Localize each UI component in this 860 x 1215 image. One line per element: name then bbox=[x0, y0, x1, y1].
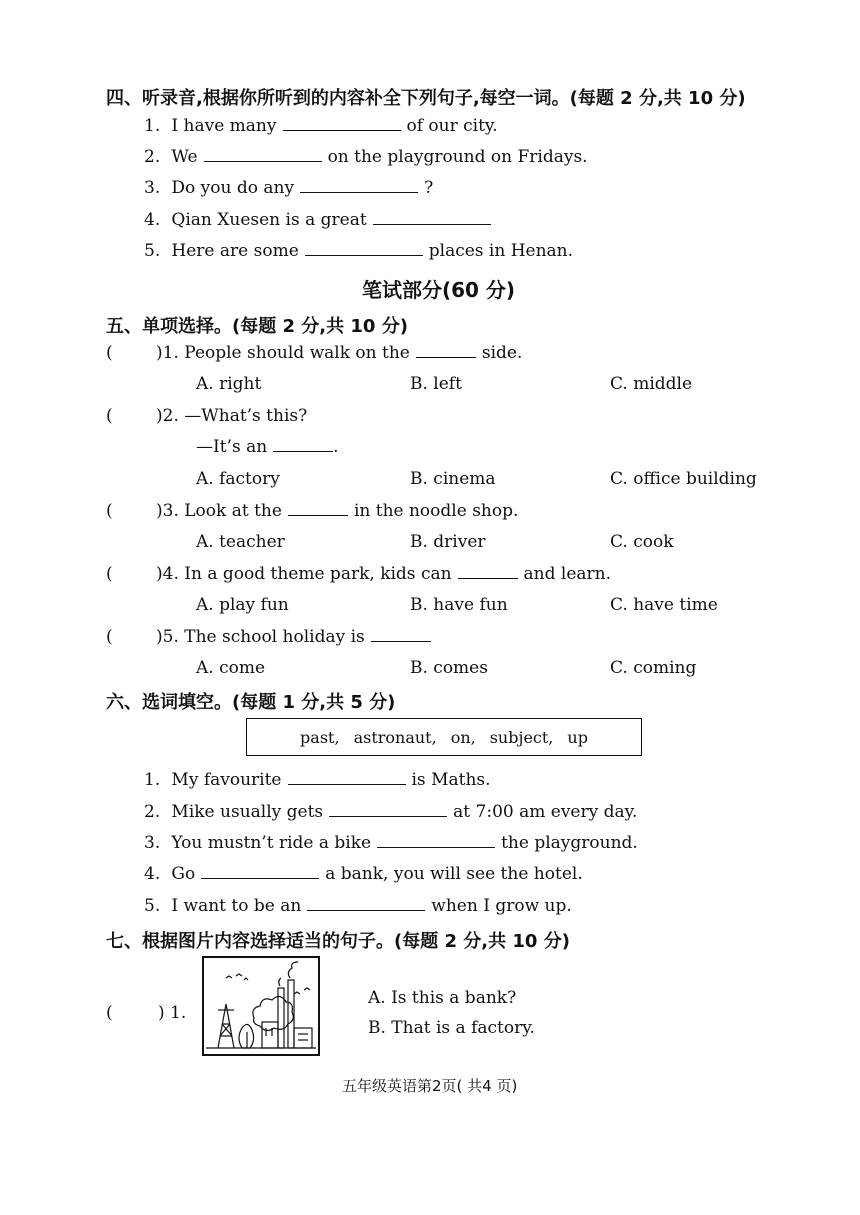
s5-q3 bbox=[156, 501, 518, 521]
question-text-after: and learn. bbox=[523, 564, 612, 584]
item-text-before: My favourite bbox=[171, 770, 282, 790]
s4-item-4 bbox=[144, 210, 497, 230]
factory-picture bbox=[202, 956, 320, 1056]
answer-blank[interactable] bbox=[305, 241, 423, 256]
s5-q5 bbox=[156, 627, 437, 647]
item-text-after: places in Henan. bbox=[428, 241, 574, 261]
item-text-after: ? bbox=[424, 178, 434, 198]
answer-blank bbox=[288, 501, 348, 516]
question-text-before: In a good theme park, kids can bbox=[184, 564, 452, 584]
s5-q2 bbox=[156, 406, 307, 426]
answer-blank[interactable] bbox=[288, 770, 406, 785]
item-text-before: Here are some bbox=[171, 241, 299, 261]
question-number: )2. bbox=[156, 406, 179, 426]
item-text-after: of our city. bbox=[406, 116, 498, 136]
s6-item-3 bbox=[144, 833, 638, 853]
answer-blank bbox=[273, 437, 333, 452]
item-text-before: Go bbox=[171, 864, 196, 884]
s5-q4 bbox=[156, 564, 611, 584]
word-bank-item: subject, bbox=[489, 727, 554, 747]
option-c: C. office building bbox=[610, 469, 757, 489]
word-bank-item: up bbox=[567, 727, 588, 747]
item-number: 3. bbox=[144, 833, 161, 853]
item-text-before: Do you do any bbox=[171, 178, 295, 198]
item-number: 4. bbox=[144, 210, 161, 230]
question-text-before: People should walk on the bbox=[184, 343, 410, 363]
item-text-after: the playground. bbox=[501, 833, 638, 853]
item-number: 2. bbox=[144, 802, 161, 822]
s4-item-2 bbox=[144, 147, 588, 167]
option-c: C. coming bbox=[610, 658, 697, 678]
option-b: B. have fun bbox=[410, 595, 508, 615]
question-text-before: Look at the bbox=[184, 501, 282, 521]
item-text-before: Qian Xuesen is a great bbox=[171, 210, 367, 230]
word-bank-box bbox=[246, 718, 642, 756]
option-c: C. have time bbox=[610, 595, 718, 615]
option-b: B. left bbox=[410, 374, 462, 394]
item-text-after: when I grow up. bbox=[431, 896, 572, 916]
written-part-title: 笔试部分(60 分) bbox=[362, 278, 516, 302]
item-text-before: I want to be an bbox=[171, 896, 302, 916]
item-number: 5. bbox=[144, 241, 161, 261]
answer-blank[interactable] bbox=[283, 116, 401, 131]
item-number: 4. bbox=[144, 864, 161, 884]
item-text-before: I have many bbox=[171, 116, 277, 136]
item-number: 5. bbox=[144, 896, 161, 916]
item-text-before: Mike usually gets bbox=[171, 802, 324, 822]
word-bank-item: past, bbox=[300, 727, 340, 747]
s4-item-3 bbox=[144, 178, 433, 198]
option-c: C. cook bbox=[610, 532, 674, 552]
page-footer: 五年级英语第2页( 共4 页) bbox=[342, 1077, 518, 1095]
item-text-after: on the playground on Fridays. bbox=[327, 147, 588, 167]
answer-blank[interactable] bbox=[377, 833, 495, 848]
answer-paren[interactable]: ( bbox=[106, 501, 156, 521]
answer-paren[interactable]: ( bbox=[106, 1003, 146, 1023]
section6-title: 六、选词填空。(每题 1 分,共 5 分) bbox=[106, 692, 396, 713]
s4-item-1 bbox=[144, 116, 498, 136]
s4-item-5 bbox=[144, 241, 573, 261]
option-b: B. cinema bbox=[410, 469, 496, 489]
question-text-before: The school holiday is bbox=[184, 627, 365, 647]
item-number: 3. bbox=[144, 178, 161, 198]
answer-blank[interactable] bbox=[329, 802, 447, 817]
option-a: A. play fun bbox=[196, 595, 289, 615]
option-b: B. comes bbox=[410, 658, 488, 678]
question-text-after: . bbox=[333, 437, 339, 457]
question-number: )5. bbox=[156, 627, 179, 647]
s6-item-1 bbox=[144, 770, 491, 790]
question-text-after: in the noodle shop. bbox=[353, 501, 519, 521]
item-text-after: a bank, you will see the hotel. bbox=[325, 864, 583, 884]
section4-title: 四、听录音,根据你所听到的内容补全下列句子,每空一词。(每题 2 分,共 10 分) bbox=[106, 88, 746, 109]
question-text-after: side. bbox=[481, 343, 523, 363]
answer-paren[interactable]: ( bbox=[106, 627, 156, 647]
option-a: A. come bbox=[196, 658, 266, 678]
answer-blank[interactable] bbox=[373, 210, 491, 225]
question-text-line1: —What’s this? bbox=[184, 406, 308, 426]
answer-paren[interactable]: ( bbox=[106, 564, 156, 584]
question-text-before: —It’s an bbox=[196, 437, 268, 457]
answer-blank[interactable] bbox=[307, 896, 425, 911]
answer-paren[interactable]: ( bbox=[106, 343, 156, 363]
item-number: 1. bbox=[144, 770, 161, 790]
s5-q2-line2 bbox=[196, 437, 339, 457]
item-text-after: is Maths. bbox=[411, 770, 491, 790]
answer-blank[interactable] bbox=[201, 864, 319, 879]
option-a: A. factory bbox=[196, 469, 280, 489]
option-b: B. That is a factory. bbox=[368, 1018, 535, 1038]
s6-item-5 bbox=[144, 896, 572, 916]
answer-blank bbox=[458, 564, 518, 579]
answer-blank bbox=[371, 627, 431, 642]
option-a: A. teacher bbox=[196, 532, 285, 552]
s6-item-2 bbox=[144, 802, 637, 822]
question-number: )3. bbox=[156, 501, 179, 521]
item-text-before: You mustn’t ride a bike bbox=[171, 833, 372, 853]
answer-blank[interactable] bbox=[300, 178, 418, 193]
word-bank-item: on, bbox=[450, 727, 476, 747]
item-text-after: at 7:00 am every day. bbox=[453, 802, 638, 822]
factory-illustration bbox=[204, 958, 318, 1054]
question-number: )4. bbox=[156, 564, 179, 584]
item-text-before: We bbox=[171, 147, 198, 167]
item-number: 1. bbox=[144, 116, 161, 136]
question-number: )1. bbox=[156, 343, 179, 363]
question-number: ) 1. bbox=[158, 1003, 187, 1023]
answer-paren[interactable]: ( bbox=[106, 406, 156, 426]
s6-item-4 bbox=[144, 864, 583, 884]
option-c: C. middle bbox=[610, 374, 693, 394]
answer-blank[interactable] bbox=[204, 147, 322, 162]
s5-q1 bbox=[156, 343, 522, 363]
option-b: B. driver bbox=[410, 532, 486, 552]
answer-blank bbox=[416, 343, 476, 358]
section5-title: 五、单项选择。(每题 2 分,共 10 分) bbox=[106, 316, 408, 337]
item-number: 2. bbox=[144, 147, 161, 167]
option-a: A. right bbox=[196, 374, 262, 394]
option-a: A. Is this a bank? bbox=[368, 988, 517, 1008]
word-bank-item: astronaut, bbox=[353, 727, 437, 747]
section7-title: 七、根据图片内容选择适当的句子。(每题 2 分,共 10 分) bbox=[106, 931, 570, 952]
